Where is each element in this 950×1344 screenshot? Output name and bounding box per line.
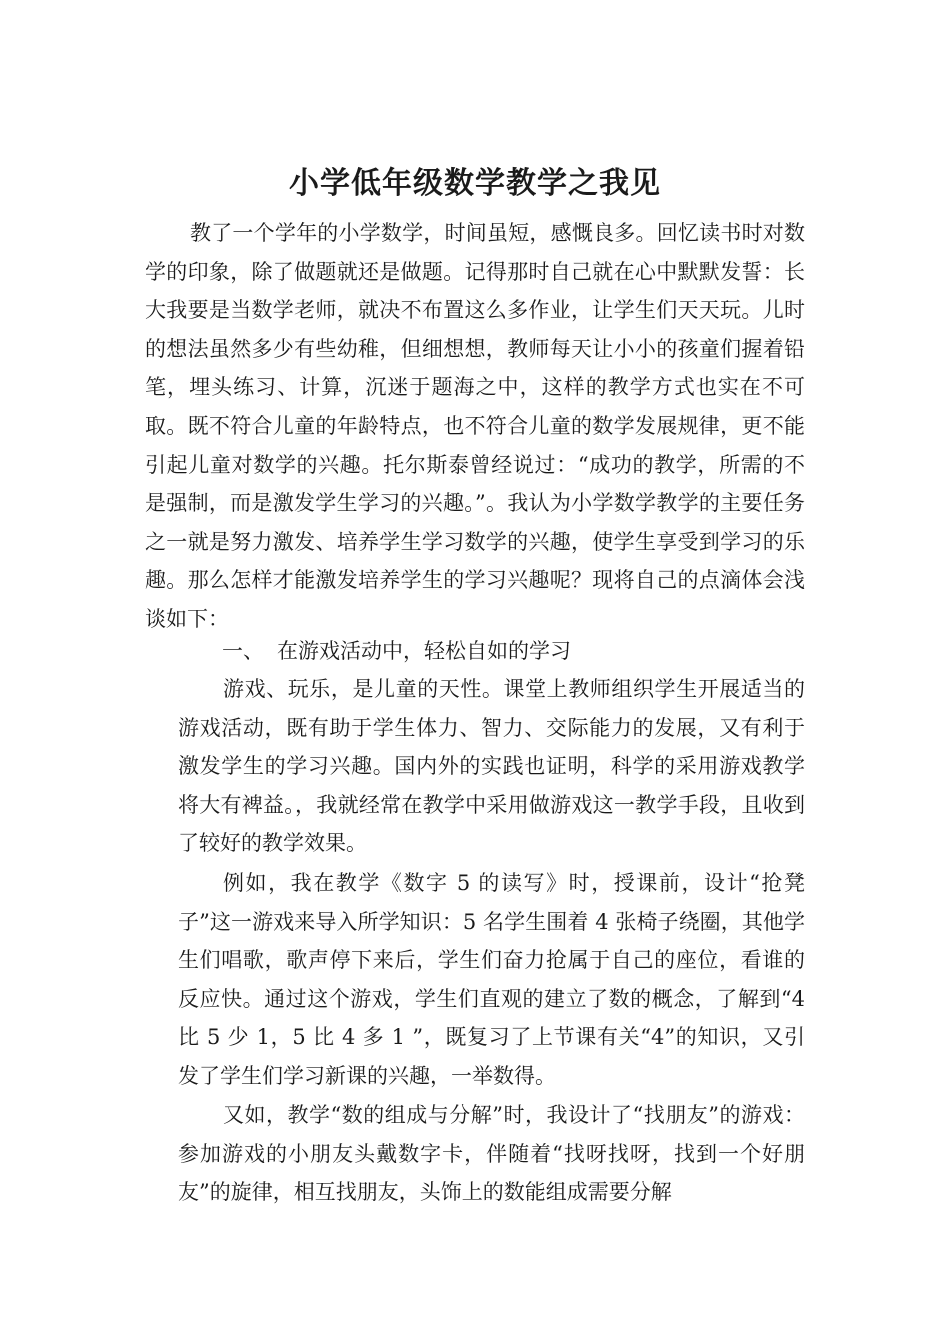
section-number: 一、 bbox=[222, 639, 264, 663]
body-paragraph-example-1: 例如，我在教学《数字 5 的读写》时，授课前，设计“抢凳子”这一游戏来导入所学知识：5 名学生围着 4 张椅子绕圈，其他学生们唱歌，歌声停下来后，学生们奋力抢属于自己的座位，看谁的反应快。通过这个游戏，学生们直观的建立了数的概念，了解到“4 比 5 少 1，5 比 4 多 1 ”，既复习了上节课有关“4”的知识，又引发了学生们学习新课的兴趣，一举数得。 bbox=[178, 871, 805, 1088]
section-heading-text: 在游戏活动中，轻松自如的学习 bbox=[277, 639, 571, 663]
document-title: 小学低年级数学教学之我见 bbox=[289, 166, 661, 202]
body-paragraph-example-2: 又如，教学“数的组成与分解”时，我设计了“找朋友”的游戏：参加游戏的小朋友头戴数字卡，伴随着“找呀找呀，找到一个好朋友”的旋律，相互找朋友，头饰上的数能组成需要分解 bbox=[178, 1103, 805, 1205]
body-paragraph-game: 游戏、玩乐，是儿童的天性。课堂上教师组织学生开展适当的游戏活动，既有助于学生体力、智力、交际能力的发展，又有利于激发学生的学习兴趣。国内外的实践也证明，科学的采用游戏教学将大有裨益。，我就经常在教学中采用做游戏这一教学手段，且收到了较好的教学效果。 bbox=[178, 677, 805, 856]
section-heading bbox=[222, 632, 805, 671]
intro-paragraph: 教了一个学年的小学数学，时间虽短，感慨良多。回忆读书时对数学的印象，除了做题就还是做题。记得那时自己就在心中默默发誓：长大我要是当数学老师，就决不布置这么多作业，让学生们天天玩。儿时的想法虽然多少有些幼稚，但细想想，教师每天让小小的孩童们握着铅笔，埋头练习、计算，沉迷于题海之中，这样的教学方式也实在不可取。既不符合儿童的年龄特点，也不符合儿童的数学发展规律，更不能引起儿童对数学的兴趣。托尔斯泰曾经说过：“成功的教学，所需的不是强制，而是激发学生学习的兴趣。”。我认为小学数学教学的主要任务之一就是努力激发、培养学生学习数学的兴趣，使学生享受到学习的乐趣。那么怎样才能激发培养学生的学习兴趣呢？现将自己的点滴体会浅谈如下： bbox=[145, 221, 805, 631]
